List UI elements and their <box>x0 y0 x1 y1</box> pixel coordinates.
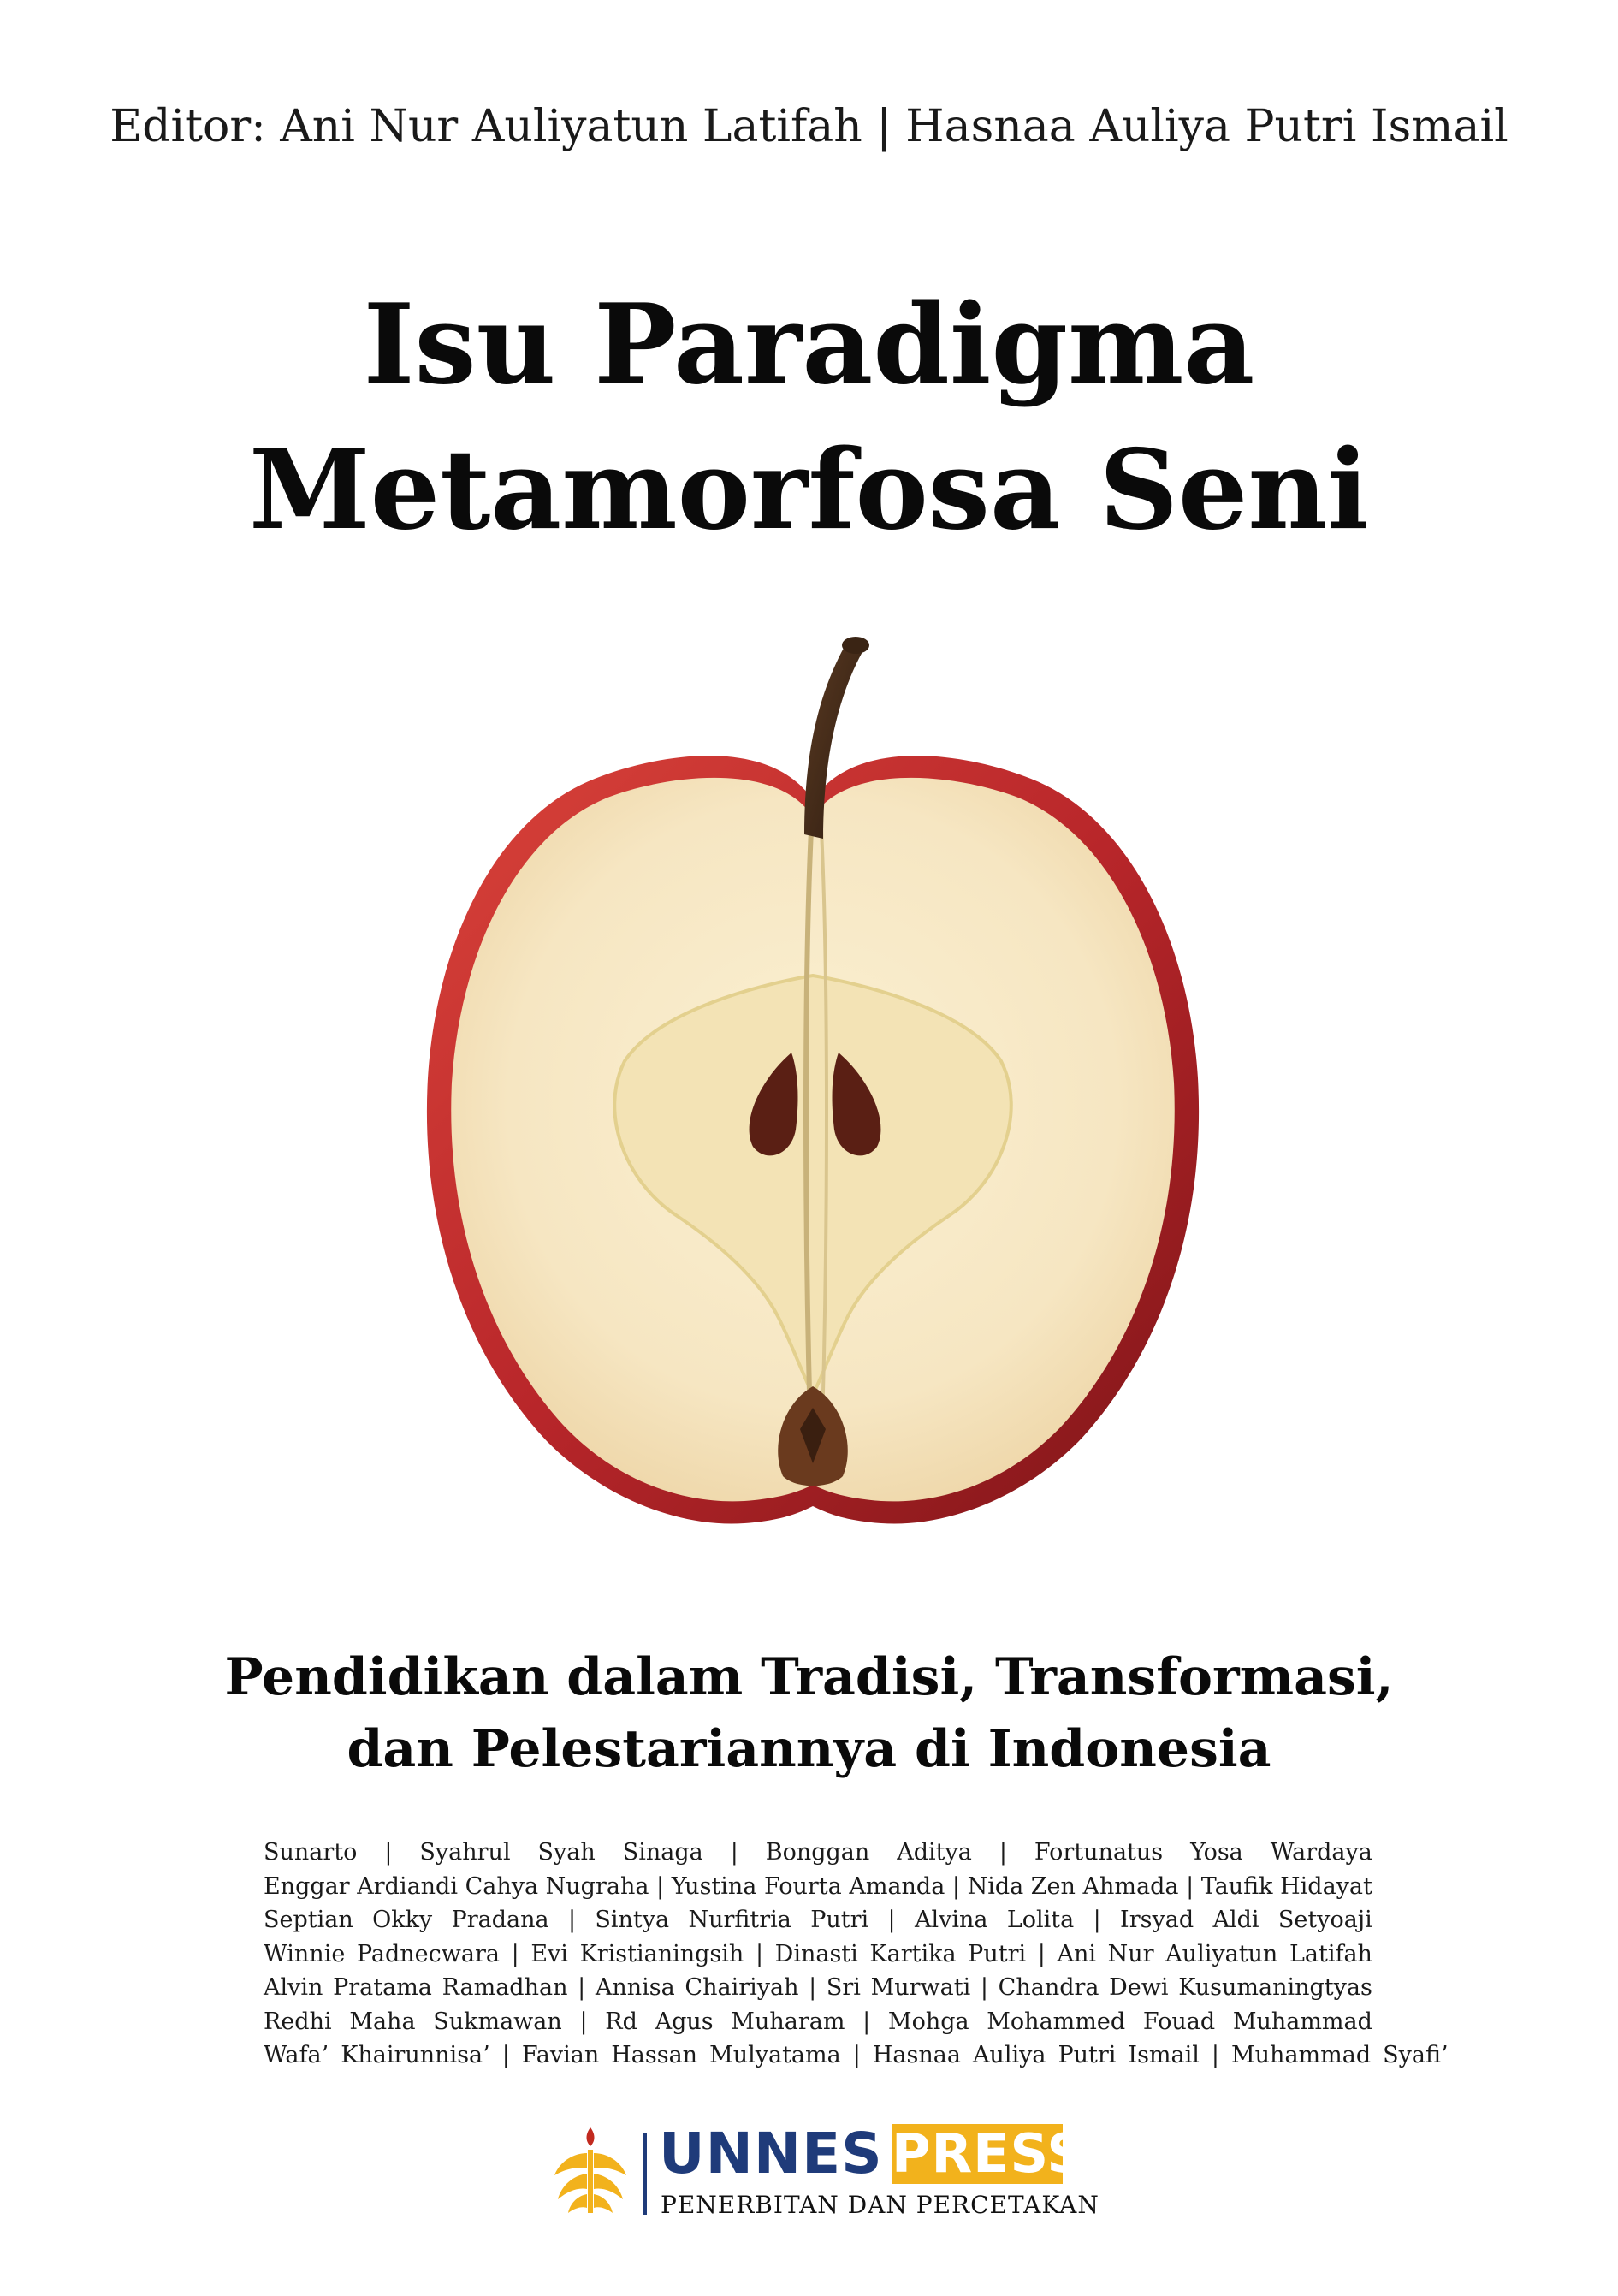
author-word: Kusumaningtyas <box>1178 1974 1372 2001</box>
author-word: Dewi <box>1109 1974 1169 2001</box>
author-word: Kartika <box>869 1940 957 1967</box>
author-word: Fourta <box>763 1872 842 1900</box>
author-word: Murwati <box>870 1974 971 2001</box>
author-word: Muhammad <box>1232 2008 1372 2035</box>
author-separator: | <box>1186 1872 1194 1900</box>
author-separator: | <box>1093 1907 1101 1933</box>
author-separator: | <box>578 1974 586 2001</box>
author-word: Rd <box>605 2008 637 2035</box>
author-separator: | <box>887 1907 896 1933</box>
author-word: Taufik <box>1200 1872 1273 1900</box>
book-title-line-1: Isu Paradigma <box>363 281 1255 409</box>
author-word: Hidayat <box>1280 1872 1372 1900</box>
author-separator: | <box>852 2042 861 2068</box>
author-word: Padnecwara <box>356 1940 500 1967</box>
author-word: Alvina <box>914 1907 988 1933</box>
author-separator: | <box>567 1907 577 1933</box>
author-word: Amanda <box>849 1872 945 1900</box>
logo-divider <box>643 2133 647 2215</box>
author-word: Syahrul <box>419 1839 511 1866</box>
author-word: Ismail <box>1128 2042 1200 2068</box>
author-word: Hasnaa <box>872 2042 961 2068</box>
author-word: Aldi <box>1212 1907 1259 1933</box>
author-separator: | <box>1037 1940 1046 1967</box>
author-separator: | <box>730 1839 738 1866</box>
author-word: Putri <box>810 1907 869 1933</box>
author-word: Sintya <box>595 1907 670 1933</box>
author-word: Sri <box>826 1974 861 2001</box>
author-word: Latifah <box>1289 1940 1372 1967</box>
author-word: Redhi <box>264 2008 332 2035</box>
author-word: Annisa <box>595 1974 675 2001</box>
author-word: Septian <box>264 1907 353 1933</box>
author-line <box>264 2038 1449 2073</box>
author-word: Agus <box>655 2008 714 2035</box>
author-line <box>264 1836 1372 1870</box>
author-word: Auliya <box>972 2042 1046 2068</box>
author-word: Mohammed <box>987 2008 1126 2035</box>
author-word: Muhammad <box>1231 2042 1372 2068</box>
author-word: Yustina <box>671 1872 757 1900</box>
editor-line: Editor: Ani Nur Auliyatun Latifah | Hasnaa Auliya Putri Ismail <box>110 101 1508 152</box>
author-word: Auliyatun <box>1165 1940 1278 1967</box>
author-separator: | <box>384 1839 393 1866</box>
author-word: Kristianingsih <box>579 1940 744 1967</box>
author-list <box>264 1836 1449 2073</box>
author-word: Hassan <box>611 2042 698 2068</box>
author-word: Chairiyah <box>685 1974 799 2001</box>
author-line <box>264 1937 1372 1972</box>
author-word: Irsyad <box>1120 1907 1194 1933</box>
author-word: Mulyatama <box>709 2042 841 2068</box>
cover-apple-illustration <box>402 633 1224 1557</box>
author-word: Fouad <box>1142 2008 1216 2035</box>
author-word: Maha <box>349 2008 416 2035</box>
book-title-line-2: Metamorfosa Seni <box>249 426 1369 555</box>
author-word: Nur <box>1107 1940 1154 1967</box>
author-word: Ardiandi <box>357 1872 458 1900</box>
author-word: Mohga <box>887 2008 969 2035</box>
author-word: Aditya <box>897 1839 972 1866</box>
publisher-tagline: PENERBITAN DAN PERCETAKAN <box>661 2191 1099 2219</box>
author-word: Sinaga <box>622 1839 703 1866</box>
author-word: Evi <box>530 1940 568 1967</box>
author-separator: | <box>999 1839 1007 1866</box>
author-line <box>264 2005 1372 2039</box>
author-word: Pradana <box>451 1907 549 1933</box>
author-word: Ahmada <box>1082 1872 1179 1900</box>
author-word: Putri <box>1058 2042 1117 2068</box>
author-separator: | <box>501 2042 510 2068</box>
author-word: Chandra <box>998 1974 1099 2001</box>
author-word: Dinasti <box>774 1940 858 1967</box>
author-word: Muharam <box>731 2008 845 2035</box>
author-separator: | <box>862 2008 871 2035</box>
unnes-emblem-icon <box>548 2124 633 2218</box>
author-word: Zen <box>1030 1872 1076 1900</box>
author-word: Pratama <box>333 1974 432 2001</box>
author-word: Favian <box>521 2042 600 2068</box>
author-line <box>264 1903 1372 1937</box>
author-word: Ramadhan <box>442 1974 568 2001</box>
author-word: Ani <box>1057 1940 1097 1967</box>
author-word: Wardaya <box>1270 1839 1372 1866</box>
author-word: Lolita <box>1006 1907 1075 1933</box>
publisher-name-unnes: UNNES <box>659 2121 883 2186</box>
author-word: Alvin <box>264 1974 323 2001</box>
author-word: Nugraha <box>545 1872 649 1900</box>
author-separator: | <box>980 1974 989 2001</box>
author-word: Cahya <box>465 1872 539 1900</box>
author-word: Fortunatus <box>1034 1839 1164 1866</box>
book-subtitle <box>0 1641 1618 1785</box>
book-subtitle-line-2: dan Pelestariannya di Indonesia <box>347 1719 1271 1779</box>
author-word: Enggar <box>264 1872 350 1900</box>
author-separator: | <box>809 1974 817 2001</box>
book-title <box>0 272 1618 563</box>
author-line <box>264 1971 1372 2005</box>
author-word: Syafi’ <box>1383 2042 1449 2068</box>
author-word: Yosa <box>1190 1839 1243 1866</box>
author-separator: | <box>511 1940 519 1967</box>
author-separator: | <box>951 1872 960 1900</box>
book-subtitle-line-1: Pendidikan dalam Tradisi, Transformasi, <box>224 1647 1394 1707</box>
author-word: Nurfitria <box>688 1907 791 1933</box>
author-word: Setyoaji <box>1277 1907 1372 1933</box>
author-word: Khairunnisa’ <box>341 2042 490 2068</box>
author-word: Bonggan <box>765 1839 870 1866</box>
author-line <box>264 1870 1372 1904</box>
author-separator: | <box>579 2008 588 2035</box>
author-word: Sukmawan <box>433 2008 562 2035</box>
author-word: Nida <box>967 1872 1024 1900</box>
author-word: Syah <box>537 1839 596 1866</box>
publisher-name-press: PRESS <box>892 2122 1087 2185</box>
author-separator: | <box>1211 2042 1220 2068</box>
author-word: Putri <box>968 1940 1027 1967</box>
author-word: Okky <box>372 1907 433 1933</box>
author-word: Winnie <box>264 1940 346 1967</box>
author-separator: | <box>656 1872 665 1900</box>
author-word: Sunarto <box>264 1839 358 1866</box>
author-separator: | <box>755 1940 764 1967</box>
author-word: Wafa’ <box>264 2042 329 2068</box>
publisher-logo <box>548 2121 1099 2225</box>
